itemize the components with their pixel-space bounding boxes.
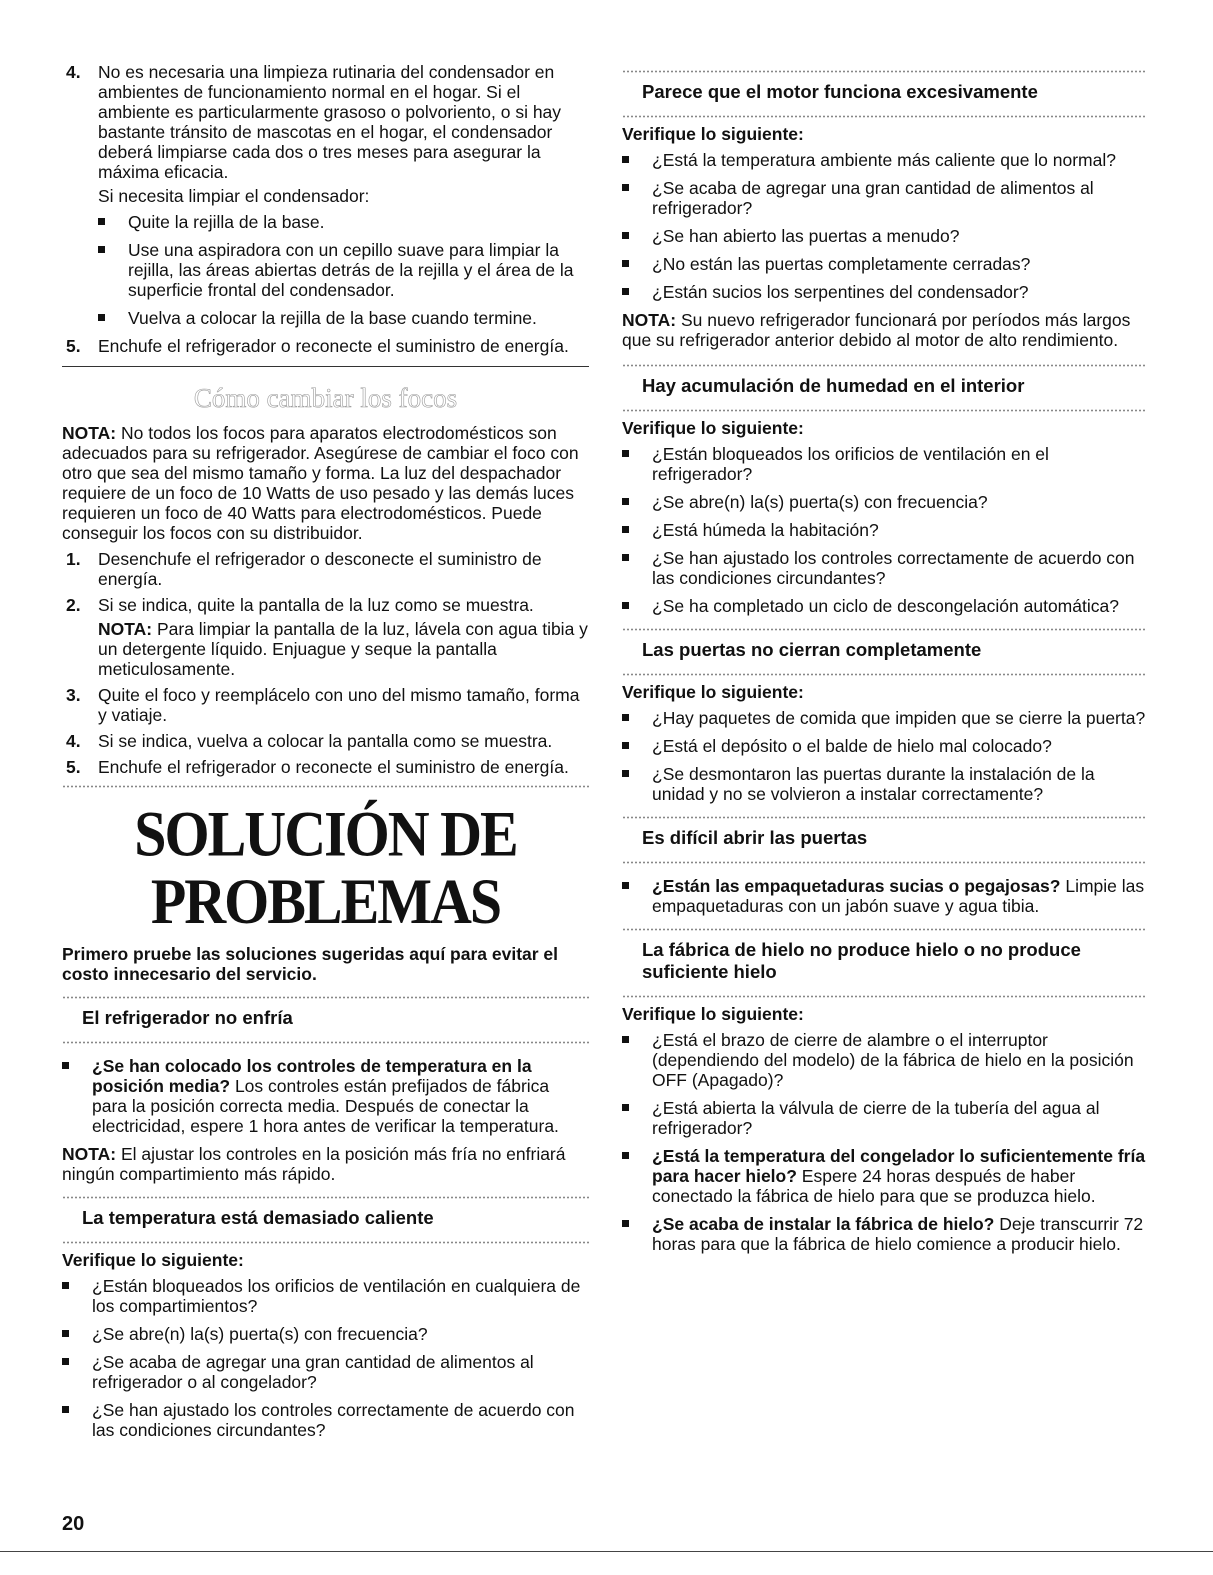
verify-label: Verifique lo siguiente:	[622, 124, 804, 144]
bullet-square-icon	[62, 1330, 69, 1337]
hielo-bullets	[622, 1030, 1146, 1254]
list-item: ¿Están bloqueados los orificios de ventilación en el refrigerador?	[622, 444, 1146, 484]
verify-label: Verifique lo siguiente:	[622, 1004, 804, 1024]
focos-note	[62, 423, 589, 543]
step-4	[62, 62, 589, 328]
page-number: 20	[62, 1513, 85, 1535]
list-item: ¿Se acaba de agregar una gran cantidad de alimentos al refrigerador?	[622, 178, 1146, 218]
step-4-bullets	[98, 212, 589, 328]
dotted-divider	[622, 115, 1146, 118]
list-item: ¿No están las puertas completamente cerradas?	[622, 254, 1146, 274]
caliente-bullets	[62, 1276, 589, 1440]
verify-label: Verifique lo siguiente:	[622, 418, 804, 438]
dotted-divider	[62, 1041, 589, 1044]
bullet-square-icon	[622, 1104, 629, 1111]
list-item: ¿Están bloqueados los orificios de ventilación en cualquiera de los compartimientos?	[62, 1276, 589, 1316]
list-item: ¿Se desmontaron las puertas durante la instalación de la unidad y no se volvieron a instalar correctamente?	[622, 764, 1146, 804]
motor-note: NOTA: Su nuevo refrigerador funcionará por períodos más largos que su refrigerador anterior debido al motor de alto rendimiento.	[622, 310, 1131, 350]
note-text: Para limpiar la pantalla de la luz, lávela con agua tibia y un detergente líquido. Enjuague y seque la pantalla meticulosamente.	[98, 619, 588, 679]
bullet-square-icon	[622, 714, 629, 721]
motor-bullets	[622, 150, 1146, 302]
list-item: ¿Están las empaquetaduras sucias o pegajosas? Limpie las empaquetaduras con un jabón suave y agua tibia.	[622, 876, 1146, 916]
step-text: No es necesaria una limpieza rutinaria del condensador en ambientes de funcionamiento normal en el hogar. Si el ambiente es particularmente grasoso o polvoriento, o si hay bastante tránsito de mascotas en el hogar, el condensador deberá limpiarse cada dos o tres meses para asegurar la máxima eficacia.	[98, 62, 562, 182]
dotted-divider	[622, 928, 1146, 931]
step-text: Quite el foco y reemplácelo con uno del mismo tamaño, forma y vatiaje.	[98, 685, 580, 725]
list-item: ¿Se acaba de instalar la fábrica de hielo? Deje transcurrir 72 horas para que la fábrica de hielo comience a producir hielo.	[622, 1214, 1146, 1254]
focos-step-1	[62, 549, 589, 589]
bullet-square-icon	[62, 1282, 69, 1289]
bullet-square-icon	[622, 288, 629, 295]
note-text: No todos los focos para aparatos electrodomésticos son adecuados para su refrigerador. Asegúrese de cambiar el foco con otro que sea del mismo tamaño y forma. La luz del despachador requiere de un foco de 10 Watts de uso pesado y las demás luces requieren un foco de 40 Watts para electrodomésticos. Puede conseguir los focos con su distribuidor.	[62, 423, 579, 543]
bullet-square-icon	[622, 882, 629, 889]
dotted-divider	[622, 995, 1146, 998]
bullet-square-icon	[98, 246, 105, 253]
section-divider	[62, 366, 589, 367]
section-heading-focos: Cómo cambiar los focos	[193, 383, 458, 413]
dotted-divider	[622, 364, 1146, 367]
subheading-no-enfria: El refrigerador no enfría	[82, 1007, 293, 1028]
bullet-square-icon	[62, 1062, 69, 1069]
step-number: 5.	[66, 757, 81, 777]
focos-step-3	[62, 685, 589, 725]
bullet-square-icon	[98, 314, 105, 321]
bullet-square-icon	[622, 260, 629, 267]
list-item: ¿Está húmeda la habitación?	[622, 520, 1146, 540]
bullet-square-icon	[622, 526, 629, 533]
step-number: 3.	[66, 685, 81, 705]
step-number: 5.	[66, 336, 81, 356]
list-item: ¿Está el depósito o el balde de hielo mal colocado?	[622, 736, 1146, 756]
step-text: Enchufe el refrigerador o reconecte el suministro de energía.	[98, 336, 569, 356]
bullet-square-icon	[62, 1406, 69, 1413]
step-number: 4.	[66, 62, 81, 82]
left-column	[62, 62, 589, 1448]
bullet-square-icon	[622, 742, 629, 749]
dotted-divider	[622, 628, 1146, 631]
bullet-square-icon	[622, 554, 629, 561]
subheading-abrir: Es difícil abrir las puertas	[642, 827, 868, 848]
step-note	[98, 619, 589, 679]
list-item: ¿Se han ajustado los controles correctamente de acuerdo con las condiciones circundantes?	[62, 1400, 589, 1440]
subheading-humedad: Hay acumulación de humedad en el interior	[642, 375, 1025, 396]
dotted-divider	[622, 673, 1146, 676]
dotted-divider	[62, 785, 589, 788]
intro-text: Primero pruebe las soluciones sugeridas aquí para evitar el costo innecesario del servicio.	[62, 944, 559, 984]
list-item: ¿Está la temperatura ambiente más caliente que lo normal?	[622, 150, 1146, 170]
list-item: ¿Se abre(n) la(s) puerta(s) con frecuencia?	[622, 492, 1146, 512]
bullet-square-icon	[622, 1152, 629, 1159]
subheading-hielo: La fábrica de hielo no produce hielo o no produce suficiente hielo	[642, 939, 1081, 982]
right-column	[622, 62, 1146, 1262]
bullet-square-icon	[622, 498, 629, 505]
bullet-square-icon	[622, 156, 629, 163]
dotted-divider	[622, 409, 1146, 412]
note-label: NOTA:	[62, 423, 117, 443]
list-item: ¿Está la temperatura del congelador lo suficientemente fría para hacer hielo? Espere 24 horas después de haber conectado la fábrica de hielo para que se produzca hielo.	[622, 1146, 1146, 1206]
step-number: 4.	[66, 731, 81, 751]
list-item: ¿Se han abierto las puertas a menudo?	[622, 226, 1146, 246]
dotted-divider	[622, 816, 1146, 819]
dotted-divider	[622, 70, 1146, 73]
list-item: ¿Se acaba de agregar una gran cantidad de alimentos al refrigerador o al congelador?	[62, 1352, 589, 1392]
list-item: ¿Está abierta la válvula de cierre de la tubería del agua al refrigerador?	[622, 1098, 1146, 1138]
step-subtext: Si necesita limpiar el condensador:	[98, 186, 370, 206]
dotted-divider	[62, 996, 589, 999]
step-5	[62, 336, 589, 356]
step-number: 2.	[66, 595, 81, 615]
verify-label: Verifique lo siguiente:	[622, 682, 804, 702]
puertas-bullets	[622, 708, 1146, 804]
verify-label: Verifique lo siguiente:	[62, 1250, 244, 1270]
subheading-caliente: La temperatura está demasiado caliente	[82, 1207, 434, 1228]
abrir-bullets	[622, 876, 1146, 916]
dotted-divider	[62, 1241, 589, 1244]
subheading-puertas: Las puertas no cierran completamente	[642, 639, 982, 660]
step-text: Desenchufe el refrigerador o desconecte el suministro de energía.	[98, 549, 542, 589]
step-text: Enchufe el refrigerador o reconecte el suministro de energía.	[98, 757, 569, 777]
note-label: NOTA:	[98, 619, 153, 639]
list-item: Use una aspiradora con un cepillo suave para limpiar la rejilla, las áreas abiertas detrás de la rejilla y el área de la superficie frontal del condensador.	[98, 240, 589, 300]
list-item: ¿Se ha completado un ciclo de descongelación automática?	[622, 596, 1146, 616]
no-enfria-bullets	[62, 1056, 589, 1136]
subheading-motor: Parece que el motor funciona excesivamente	[642, 81, 1038, 102]
list-item: ¿Está el brazo de cierre de alambre o el interruptor (dependiendo del modelo) de la fábrica de hielo en la posición OFF (Apagado)?	[622, 1030, 1146, 1090]
bullet-square-icon	[98, 218, 105, 225]
bullet-square-icon	[622, 232, 629, 239]
step-number: 1.	[66, 549, 81, 569]
list-item: ¿Se han ajustado los controles correctamente de acuerdo con las condiciones circundantes?	[622, 548, 1146, 588]
focos-step-4	[62, 731, 589, 751]
focos-step-5	[62, 757, 589, 777]
focos-step-2	[62, 595, 589, 679]
list-item: ¿Hay paquetes de comida que impiden que se cierre la puerta?	[622, 708, 1146, 728]
humedad-bullets	[622, 444, 1146, 616]
list-item: Quite la rejilla de la base.	[98, 212, 589, 232]
list-item: ¿Están sucios los serpentines del condensador?	[622, 282, 1146, 302]
dotted-divider	[622, 861, 1146, 864]
page-title: SOLUCIÓN DE PROBLEMAS	[134, 797, 517, 938]
bullet-square-icon	[62, 1358, 69, 1365]
bullet-square-icon	[622, 1220, 629, 1227]
bullet-square-icon	[622, 602, 629, 609]
step-text: Si se indica, quite la pantalla de la luz como se muestra.	[98, 595, 534, 615]
dotted-divider	[62, 1196, 589, 1199]
bullet-square-icon	[622, 450, 629, 457]
list-item: ¿Se han colocado los controles de temperatura en la posición media? Los controles están prefijados de fábrica para la posición correcta media. Después de conectar la electricidad, espere 1 hora antes de verificar la temperatura.	[62, 1056, 589, 1136]
list-item: Vuelva a colocar la rejilla de la base cuando termine.	[98, 308, 589, 328]
step-text: Si se indica, vuelva a colocar la pantalla como se muestra.	[98, 731, 553, 751]
bullet-square-icon	[622, 184, 629, 191]
bullet-square-icon	[622, 1036, 629, 1043]
no-enfria-note: NOTA: El ajustar los controles en la posición más fría no enfriará ningún compartimiento más rápido.	[62, 1144, 566, 1184]
list-item: ¿Se abre(n) la(s) puerta(s) con frecuencia?	[62, 1324, 589, 1344]
bullet-square-icon	[622, 770, 629, 777]
footer-rule	[0, 1551, 1213, 1552]
